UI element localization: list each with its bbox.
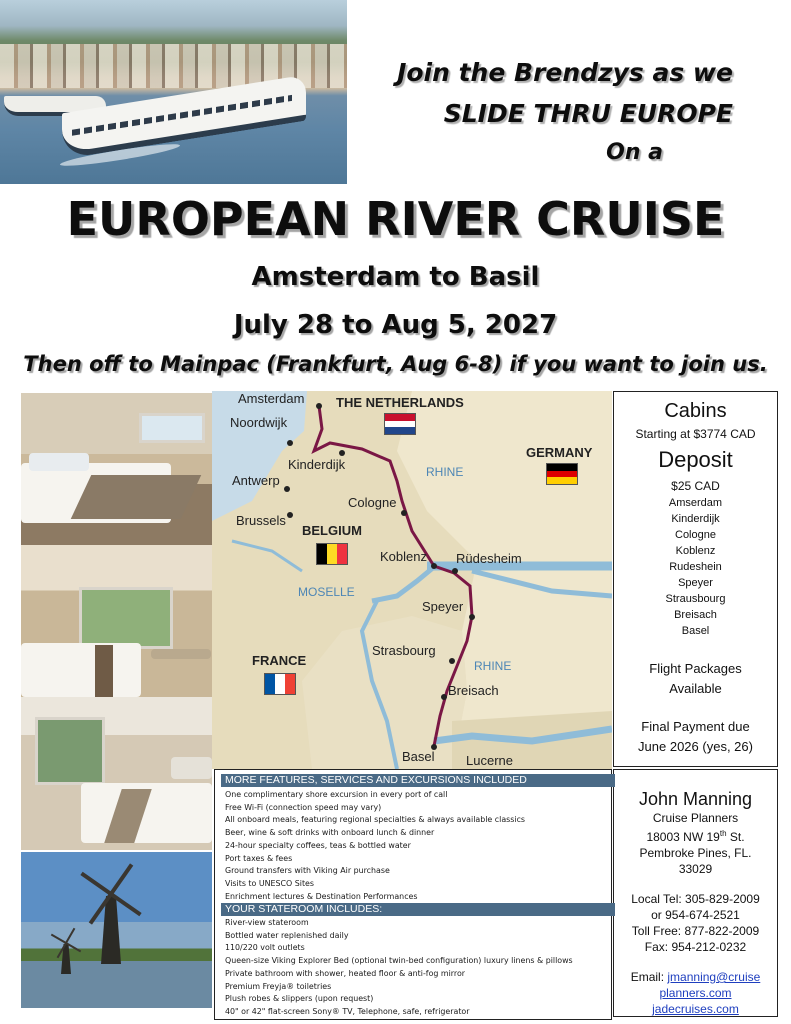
map-city-strasbourg: Strasbourg bbox=[372, 643, 436, 658]
route-map bbox=[212, 391, 612, 769]
map-city-speyer: Speyer bbox=[422, 599, 464, 614]
route-subtitle: Amsterdam to Basil bbox=[251, 262, 540, 292]
list-item: Port taxes & fees bbox=[225, 853, 293, 863]
agent-name: John Manning bbox=[638, 789, 753, 809]
map-river-rhine-north: RHINE bbox=[426, 465, 464, 479]
page-title: EUROPEAN RIVER CRUISE bbox=[66, 192, 725, 246]
header-line-1: Join the Brendzys as we bbox=[397, 58, 733, 87]
address-line-2: Pembroke Pines, FL. bbox=[639, 846, 752, 860]
payment-line-1: Final Payment due bbox=[641, 719, 750, 734]
cabins-heading: Cabins bbox=[664, 400, 727, 422]
dates-subtitle: July 28 to Aug 5, 2027 bbox=[233, 310, 558, 340]
port-item: Breisach bbox=[674, 609, 717, 621]
website-link[interactable]: jadecruises.com bbox=[652, 1002, 739, 1016]
germany-flag-icon bbox=[546, 463, 578, 485]
map-city-noordwijk: Noordwijk bbox=[230, 415, 288, 430]
map-river-moselle: MOSELLE bbox=[298, 585, 355, 599]
list-item: Ground transfers with Viking Air purchase bbox=[225, 866, 390, 876]
contact-box bbox=[613, 769, 778, 1017]
header-line-3: On a bbox=[606, 140, 663, 165]
flights-line-1: Flight Packages bbox=[649, 661, 742, 676]
map-city-antwerp: Antwerp bbox=[232, 473, 280, 488]
deposit-amount: $25 CAD bbox=[671, 479, 720, 493]
list-item: All onboard meals, featuring regional specialties & always available classics bbox=[225, 815, 526, 825]
agency-name: Cruise Planners bbox=[652, 811, 739, 825]
port-item: Cologne bbox=[675, 529, 716, 541]
features-heading: MORE FEATURES, SERVICES AND EXCURSIONS INCLUDED bbox=[221, 774, 615, 787]
map-city-kinderdijk: Kinderdijk bbox=[288, 457, 346, 472]
map-city-cologne: Cologne bbox=[348, 495, 397, 510]
port-item: Kinderdijk bbox=[671, 513, 720, 525]
list-item: 40" or 42" flat-screen Sony® TV, Telephone, safe, refrigerator bbox=[225, 1006, 470, 1016]
fax-number: Fax: 954-212-0232 bbox=[644, 940, 747, 954]
flights-line-2: Available bbox=[669, 681, 722, 696]
stateroom-list bbox=[225, 917, 573, 1019]
map-city-basel: Basel bbox=[402, 749, 435, 764]
map-country-belgium: BELGIUM bbox=[302, 523, 362, 538]
map-river-rhine-south: RHINE bbox=[474, 659, 512, 673]
belgium-flag-icon bbox=[316, 543, 348, 565]
netherlands-flag-icon bbox=[384, 413, 416, 435]
port-item: Basel bbox=[681, 625, 710, 637]
map-city-breisach: Breisach bbox=[448, 683, 499, 698]
map-country-netherlands: THE NETHERLANDS bbox=[336, 395, 464, 410]
list-item: Free Wi-Fi (connection speed may vary) bbox=[225, 802, 382, 812]
stateroom-photo-3 bbox=[21, 697, 212, 850]
list-item: Enrichment lectures & Destination Performances bbox=[225, 891, 418, 901]
map-country-germany: GERMANY bbox=[526, 445, 593, 460]
header-line-2: SLIDE THRU EUROPE bbox=[443, 99, 733, 128]
email-label: Email: bbox=[630, 970, 668, 984]
features-list bbox=[225, 789, 525, 903]
list-item: Private bathroom with shower, heated floor & anti-fog mirror bbox=[225, 968, 466, 978]
map-city-koblenz: Koblenz bbox=[380, 549, 427, 564]
port-item: Amserdam bbox=[668, 497, 723, 509]
extension-note: Then off to Mainpac (Frankfurt, Aug 6-8) if you want to join us. bbox=[23, 352, 768, 376]
list-item: Plush robes & slippers (upon request) bbox=[225, 994, 374, 1004]
port-item: Koblenz bbox=[675, 545, 716, 557]
port-item: Speyer bbox=[678, 577, 713, 589]
list-item: Beer, wine & soft drinks with onboard lunch & dinner bbox=[225, 828, 435, 838]
email-row bbox=[614, 969, 777, 985]
list-item: River-view stateroom bbox=[225, 918, 309, 927]
map-city-lucerne: Lucerne bbox=[466, 753, 513, 768]
email-link-continued[interactable]: planners.com bbox=[659, 986, 732, 1000]
stateroom-photo-2 bbox=[21, 545, 212, 697]
france-flag-icon bbox=[264, 673, 296, 695]
list-item: 110/220 volt outlets bbox=[225, 943, 305, 953]
payment-line-2: June 2026 (yes, 26) bbox=[638, 739, 753, 754]
tollfree-phone: Toll Free: 877-822-2009 bbox=[631, 924, 760, 938]
deposit-heading: Deposit bbox=[658, 447, 733, 472]
stateroom-heading: YOUR STATEROOM INCLUDES: bbox=[221, 903, 615, 916]
alt-phone: or 954-674-2521 bbox=[651, 908, 740, 922]
map-city-brussels: Brussels bbox=[236, 513, 286, 528]
port-item: Strausbourg bbox=[665, 593, 726, 605]
cabins-price: Starting at $3774 CAD bbox=[635, 427, 756, 441]
port-item: Rudeshein bbox=[669, 561, 722, 573]
list-item: Premium Freyja® toiletries bbox=[225, 981, 332, 991]
local-phone: Local Tel: 305-829-2009 bbox=[631, 892, 760, 906]
address-zip: 33029 bbox=[678, 862, 713, 876]
stateroom-photo-1 bbox=[21, 393, 212, 545]
map-city-rudesheim: Rüdesheim bbox=[456, 551, 522, 566]
hero-photo-river-ship bbox=[0, 0, 347, 184]
list-item: One complimentary shore excursion in every port of call bbox=[225, 790, 448, 799]
address-line-1: 18003 NW 19th St. bbox=[646, 829, 745, 844]
map-country-france: FRANCE bbox=[252, 653, 307, 668]
list-item: Visits to UNESCO Sites bbox=[225, 878, 315, 888]
features-box bbox=[214, 769, 612, 1020]
list-item: 24-hour specialty coffees, teas & bottled water bbox=[225, 840, 411, 850]
list-item: Queen-size Viking Explorer Bed (optional twin-bed configuration) luxury linens & pillows bbox=[225, 956, 573, 966]
email-link[interactable]: jmanning@cruise bbox=[667, 970, 761, 984]
cabins-pricing-box bbox=[613, 391, 778, 767]
map-city-amsterdam: Amsterdam bbox=[238, 391, 305, 406]
list-item: Bottled water replenished daily bbox=[225, 930, 349, 940]
windmill-photo bbox=[21, 852, 212, 1008]
